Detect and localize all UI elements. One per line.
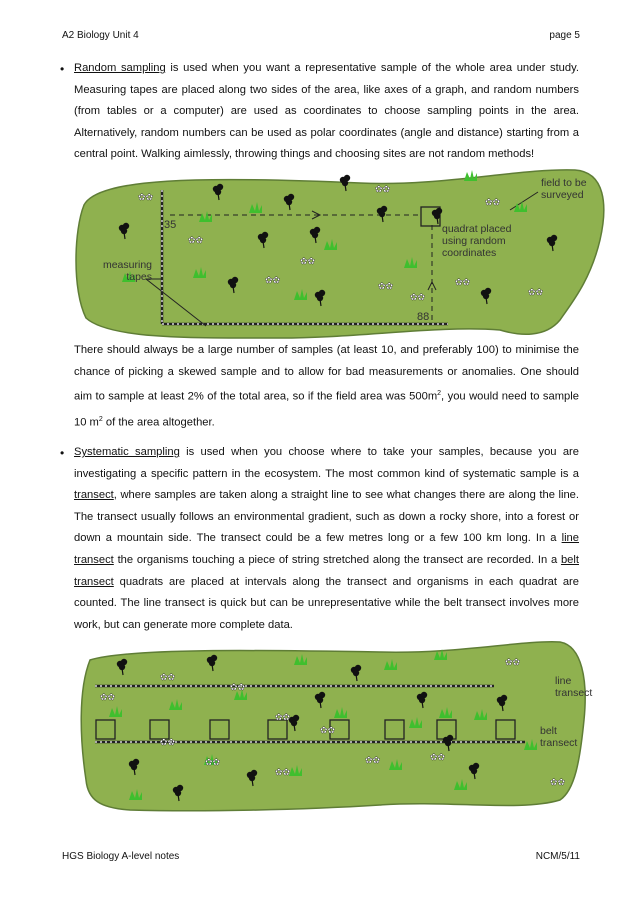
bullet-systematic: •: [60, 446, 65, 460]
flower-icon: ✿✿: [188, 235, 204, 245]
samples-sup1: 2: [437, 390, 442, 398]
header-right: page 5: [549, 30, 580, 41]
flower-icon: ✿✿: [320, 725, 336, 735]
systematic-text-2: , where samples are taken along a straight line to see what changes there are along the line. The transect usually follows an environmental gradient, such as down a rocky shore, into a forest or down a mountain side. The transect could be a few metres long or a few 100 km long. In a: [74, 489, 579, 545]
flower-icon: ✿✿: [485, 197, 501, 207]
flower-icon: ✿✿: [138, 192, 154, 202]
flower-icon: ✿✿: [265, 275, 281, 285]
field-label: field to be surveyed: [541, 177, 587, 201]
random-sampling-text: is used when you want a representative sample of the whole area under study. Measuring tapes are placed along two sides of the area, like axes of a graph, and random numbers (from tables or a computer) are used as coordinates to choose sampling points in the area. Alternatively, random numbers can be used as polar coordinates (angle and distance) starting from a central point. Walking aimlessly, throwing things and choosing sites are not random methods!: [74, 62, 579, 161]
flower-icon: ✿✿: [300, 256, 316, 266]
quadrat-label: quadrat placed using random coordinates: [442, 223, 512, 259]
flower-icon: ✿✿: [160, 672, 176, 682]
systematic-text-4: quadrats are placed at intervals along the transect and organisms in each quadrat are counted. The line transect is quick but can be unrepresentative while the belt transect involves more work, but can generate more complete data.: [74, 575, 579, 631]
systematic-sampling-term: Systematic sampling: [74, 446, 180, 458]
systematic-text-3: the organisms touching a piece of string stretched along the transect are recorded. In a: [113, 553, 561, 566]
flower-icon: ✿✿: [275, 767, 291, 777]
flower-icon: ✿✿: [375, 184, 391, 194]
flower-icon: ✿✿: [430, 752, 446, 762]
flower-icon: ✿✿: [505, 657, 521, 667]
belt-transect-term: belt transect: [74, 553, 579, 588]
line-transect-term: line transect: [74, 532, 579, 566]
flower-icon: ✿✿: [410, 292, 426, 302]
measuring-tapes-label: measuring tapes: [102, 259, 152, 283]
transect-term: transect: [74, 489, 114, 502]
random-sampling-term: Random sampling: [74, 62, 166, 74]
samples-end: of the area altogether.: [102, 416, 215, 429]
belt-transect-label: belt transect: [540, 725, 578, 749]
samples-mid: , you would need to sample 10 m: [74, 390, 579, 429]
flower-icon: ✿✿: [205, 757, 221, 767]
flower-icon: ✿✿: [455, 277, 471, 287]
systematic-text-1: is used when you choose where to take your samples, because you are investigating a specific pattern in the ecosystem. The most common kind of systematic sample is a: [74, 446, 579, 480]
footer-left: HGS Biology A-level notes: [62, 851, 180, 862]
flower-icon: ✿✿: [275, 712, 291, 722]
flower-icon: ✿✿: [528, 287, 544, 297]
line-transect-label: line transect: [555, 675, 593, 699]
flower-icon: ✿✿: [100, 692, 116, 702]
coord-y-label: 35: [164, 219, 177, 231]
flower-icon: ✿✿: [378, 281, 394, 291]
header-left: A2 Biology Unit 4: [62, 30, 139, 41]
flower-icon: ✿✿: [365, 755, 381, 765]
bullet-random: •: [60, 62, 65, 76]
coord-x-label: 88: [417, 311, 430, 323]
flower-icon: ✿✿: [230, 682, 246, 692]
flower-icon: ✿✿: [160, 737, 176, 747]
samples-text: There should always be a large number of samples (at least 10, and preferably 100) to minimise the chance of picking a skewed sample and to allow for bad measurements or anomalies. One should aim to sample at least 2% of the total area, so if the field area was 500m: [74, 344, 579, 403]
flower-icon: ✿✿: [550, 777, 566, 787]
samples-sup2: 2: [98, 415, 103, 423]
footer-right: NCM/5/11: [535, 851, 580, 862]
